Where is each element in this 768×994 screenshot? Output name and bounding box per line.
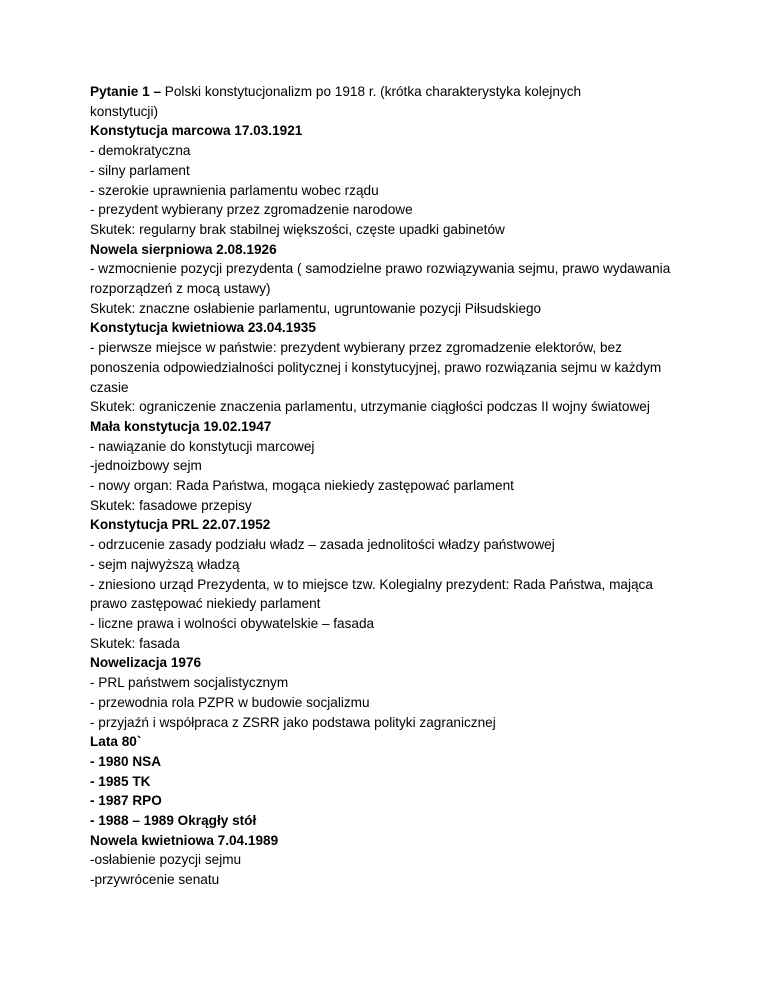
section-heading: Konstytucja marcowa 17.03.1921 xyxy=(90,123,303,139)
section-effect: Skutek: ograniczenie znaczenia parlamentu, utrzymanie ciągłości podczas II wojny światowej xyxy=(90,399,650,415)
section-heading: Nowela kwietniowa 7.04.1989 xyxy=(90,832,279,848)
section-heading: Konstytucja kwietniowa 23.04.1935 xyxy=(90,320,316,336)
list-item: - demokratyczna xyxy=(90,143,191,159)
list-item: - liczne prawa i wolności obywatelskie – fasada xyxy=(90,615,375,631)
list-item: - 1987 RPO xyxy=(90,793,162,809)
list-item: - silny parlament xyxy=(90,162,190,178)
section-heading: Konstytucja PRL 22.07.1952 xyxy=(90,517,271,533)
list-item: - nowy organ: Rada Państwa, mogąca niekiedy zastępować parlament xyxy=(90,478,514,494)
list-item: - pierwsze miejsce w państwie: prezydent wybierany przez zgromadzenie elektorów, bez ponoszenia odpowiedzialności politycznej i konstytucyjnej, prawo rozwiązania sejmu w każdym czasie xyxy=(90,340,662,395)
list-item: - 1980 NSA xyxy=(90,753,162,769)
section-heading: Lata 80` xyxy=(90,734,142,750)
list-item: - przyjaźń i współpraca z ZSRR jako podstawa polityki zagranicznej xyxy=(90,714,496,730)
list-item: - odrzucenie zasady podziału władz – zasada jednolitości władzy państwowej xyxy=(90,537,555,553)
section-effect: Skutek: regularny brak stabilnej większości, częste upadki gabinetów xyxy=(90,221,505,237)
list-item: - nawiązanie do konstytucji marcowej xyxy=(90,438,315,454)
list-item: - 1985 TK xyxy=(90,773,151,789)
document-body xyxy=(90,82,690,890)
list-item: -przywrócenie senatu xyxy=(90,872,220,888)
section-heading: Nowela sierpniowa 2.08.1926 xyxy=(90,241,277,257)
list-item: -osłabienie pozycji sejmu xyxy=(90,852,242,868)
list-item: - sejm najwyższą władzą xyxy=(90,556,240,572)
list-item: - zniesiono urząd Prezydenta, w to miejsce tzw. Kolegialny prezydent: Rada Państwa, mająca prawo zastępować niekiedy parlament xyxy=(90,576,653,612)
section-heading: Mała konstytucja 19.02.1947 xyxy=(90,418,272,434)
list-item: - prezydent wybierany przez zgromadzenie narodowe xyxy=(90,202,413,218)
section-effect: Skutek: znaczne osłabienie parlamentu, ugruntowanie pozycji Piłsudskiego xyxy=(90,300,542,316)
list-item: -jednoizbowy sejm xyxy=(90,458,202,474)
list-item: - 1988 – 1989 Okrągły stół xyxy=(90,813,257,829)
list-item: - wzmocnienie pozycji prezydenta ( samodzielne prawo rozwiązywania sejmu, prawo wydawania rozporządzeń z mocą ustawy) xyxy=(90,261,671,297)
section-effect: Skutek: fasadowe przepisy xyxy=(90,497,252,513)
section-heading: Nowelizacja 1976 xyxy=(90,655,202,671)
list-item: - przewodnia rola PZPR w budowie socjalizmu xyxy=(90,694,370,710)
list-item: - szerokie uprawnienia parlamentu wobec rządu xyxy=(90,182,379,198)
section-effect: Skutek: fasada xyxy=(90,635,180,651)
list-item: - PRL państwem socjalistycznym xyxy=(90,675,289,691)
question-title xyxy=(90,82,630,121)
question-label: Pytanie 1 – xyxy=(90,84,162,99)
question-text: Polski konstytucjonalizm po 1918 r. (krótka charakterystyka kolejnych konstytucji) xyxy=(90,84,582,119)
